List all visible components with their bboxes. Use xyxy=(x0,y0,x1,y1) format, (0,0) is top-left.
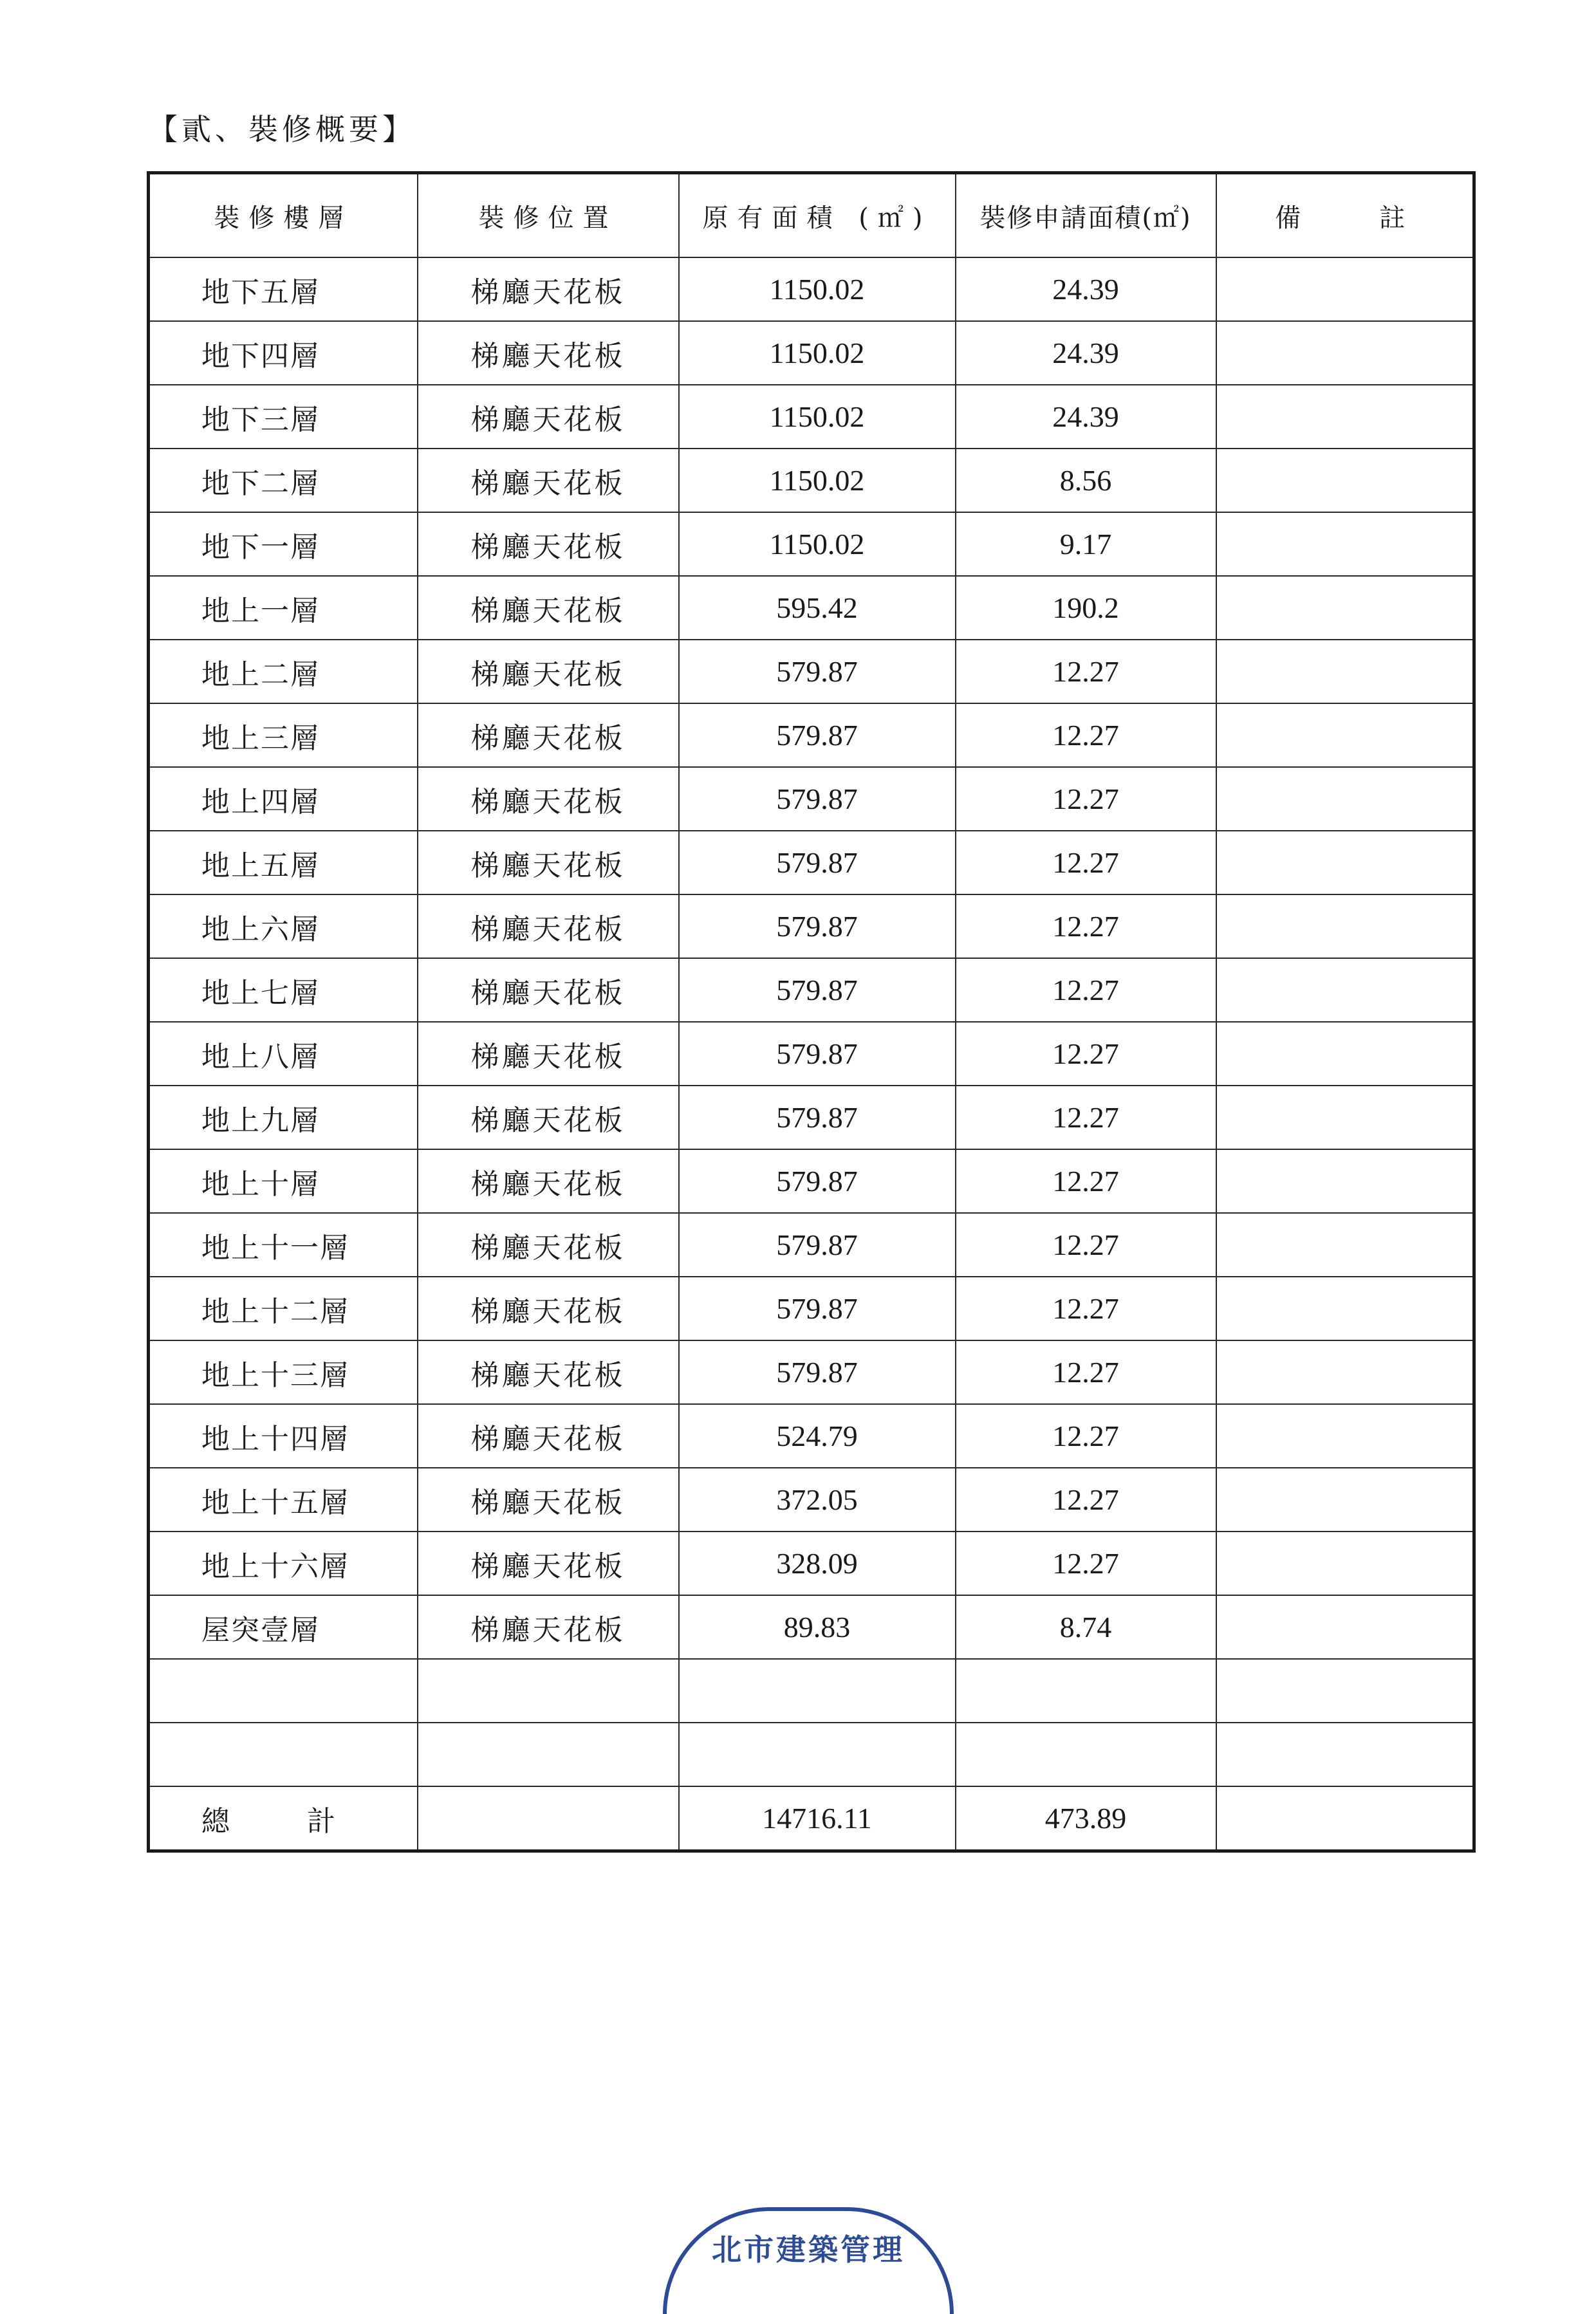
position-cell: 梯廳天花板 xyxy=(418,894,679,958)
section-heading: 【貳、裝修概要】 xyxy=(148,112,416,147)
position-cell: 梯廳天花板 xyxy=(418,703,679,767)
remarks-cell xyxy=(1216,449,1474,512)
original-area-cell: 579.87 xyxy=(679,703,956,767)
table-row xyxy=(149,894,1474,958)
header-floor: 裝修樓層 xyxy=(149,173,418,258)
applied-area-cell: 24.39 xyxy=(956,385,1216,449)
floor-cell: 地上三層 xyxy=(149,703,418,767)
position-cell: 梯廳天花板 xyxy=(418,1532,679,1595)
floor-cell: 地上十五層 xyxy=(149,1468,418,1532)
table-row xyxy=(149,1659,1474,1723)
table-row xyxy=(149,703,1474,767)
floor-cell xyxy=(149,1723,418,1786)
position-cell: 梯廳天花板 xyxy=(418,1340,679,1404)
table-row xyxy=(149,1213,1474,1277)
original-area-cell: 89.83 xyxy=(679,1595,956,1659)
original-area-cell: 1150.02 xyxy=(679,257,956,321)
position-cell: 梯廳天花板 xyxy=(418,767,679,831)
floor-cell xyxy=(149,1659,418,1723)
floor-cell: 地上七層 xyxy=(149,958,418,1022)
table-row xyxy=(149,1149,1474,1213)
floor-cell: 地上八層 xyxy=(149,1022,418,1086)
header-applied-area: 裝修申請面積(㎡) xyxy=(956,173,1216,258)
header-remarks: 備 註 xyxy=(1216,173,1474,258)
position-cell: 梯廳天花板 xyxy=(418,831,679,894)
floor-cell: 地上六層 xyxy=(149,894,418,958)
applied-area-cell xyxy=(956,1723,1216,1786)
position-cell: 梯廳天花板 xyxy=(418,1022,679,1086)
floor-cell: 地上十二層 xyxy=(149,1277,418,1340)
applied-area-cell: 12.27 xyxy=(956,1468,1216,1532)
position-cell: 梯廳天花板 xyxy=(418,1404,679,1468)
remarks-cell xyxy=(1216,1468,1474,1532)
seal-text: 北市建築管理 xyxy=(712,2232,905,2267)
original-area-cell xyxy=(679,1659,956,1723)
header-position: 裝修位置 xyxy=(418,173,679,258)
remarks-cell xyxy=(1216,640,1474,703)
position-cell: 梯廳天花板 xyxy=(418,1277,679,1340)
renovation-summary-table xyxy=(147,171,1476,1853)
remarks-cell xyxy=(1216,1022,1474,1086)
table-row xyxy=(149,640,1474,703)
floor-cell: 地下三層 xyxy=(149,385,418,449)
original-area-cell: 579.87 xyxy=(679,958,956,1022)
applied-area-cell: 12.27 xyxy=(956,1213,1216,1277)
floor-cell: 地上十一層 xyxy=(149,1213,418,1277)
position-cell: 梯廳天花板 xyxy=(418,576,679,640)
applied-area-cell: 8.74 xyxy=(956,1595,1216,1659)
position-cell: 梯廳天花板 xyxy=(418,257,679,321)
remarks-cell xyxy=(1216,1532,1474,1595)
applied-area-cell: 12.27 xyxy=(956,894,1216,958)
table-row xyxy=(149,831,1474,894)
floor-cell: 地下四層 xyxy=(149,321,418,385)
position-cell xyxy=(418,1659,679,1723)
table-row xyxy=(149,385,1474,449)
table-header-row xyxy=(149,173,1474,258)
table-row xyxy=(149,257,1474,321)
applied-area-cell: 24.39 xyxy=(956,257,1216,321)
original-area-cell: 1150.02 xyxy=(679,512,956,576)
remarks-cell xyxy=(1216,257,1474,321)
position-cell: 梯廳天花板 xyxy=(418,1595,679,1659)
table-row xyxy=(149,321,1474,385)
applied-area-cell: 12.27 xyxy=(956,767,1216,831)
floor-cell: 地上一層 xyxy=(149,576,418,640)
floor-cell: 地上九層 xyxy=(149,1086,418,1149)
floor-cell: 地下二層 xyxy=(149,449,418,512)
original-area-cell: 579.87 xyxy=(679,1022,956,1086)
original-area-cell: 328.09 xyxy=(679,1532,956,1595)
applied-area-cell: 12.27 xyxy=(956,958,1216,1022)
floor-cell: 地下五層 xyxy=(149,257,418,321)
position-cell: 梯廳天花板 xyxy=(418,449,679,512)
remarks-cell xyxy=(1216,1149,1474,1213)
applied-area-cell: 12.27 xyxy=(956,1532,1216,1595)
position-cell: 梯廳天花板 xyxy=(418,1468,679,1532)
floor-cell: 地下一層 xyxy=(149,512,418,576)
original-area-cell: 579.87 xyxy=(679,1149,956,1213)
table-row xyxy=(149,1086,1474,1149)
total-row xyxy=(149,1786,1474,1851)
floor-cell: 地上十六層 xyxy=(149,1532,418,1595)
remarks-cell xyxy=(1216,703,1474,767)
remarks-cell xyxy=(1216,767,1474,831)
original-area-cell: 579.87 xyxy=(679,1277,956,1340)
original-area-cell: 1150.02 xyxy=(679,385,956,449)
floor-cell: 地上二層 xyxy=(149,640,418,703)
original-area-cell: 579.87 xyxy=(679,831,956,894)
applied-area-cell: 12.27 xyxy=(956,640,1216,703)
position-cell: 梯廳天花板 xyxy=(418,640,679,703)
original-area-cell: 579.87 xyxy=(679,1213,956,1277)
floor-cell: 地上十層 xyxy=(149,1149,418,1213)
total-original-area: 14716.11 xyxy=(679,1786,956,1851)
original-area-cell: 524.79 xyxy=(679,1404,956,1468)
remarks-cell xyxy=(1216,1086,1474,1149)
table-body xyxy=(149,257,1474,1786)
floor-cell: 地上五層 xyxy=(149,831,418,894)
position-cell: 梯廳天花板 xyxy=(418,1149,679,1213)
applied-area-cell: 8.56 xyxy=(956,449,1216,512)
applied-area-cell xyxy=(956,1659,1216,1723)
total-position xyxy=(418,1786,679,1851)
remarks-cell xyxy=(1216,1404,1474,1468)
applied-area-cell: 9.17 xyxy=(956,512,1216,576)
remarks-cell xyxy=(1216,1277,1474,1340)
table-row xyxy=(149,512,1474,576)
original-area-cell: 595.42 xyxy=(679,576,956,640)
original-area-cell: 579.87 xyxy=(679,1340,956,1404)
original-area-cell: 1150.02 xyxy=(679,321,956,385)
applied-area-cell: 190.2 xyxy=(956,576,1216,640)
original-area-cell: 579.87 xyxy=(679,1086,956,1149)
remarks-cell xyxy=(1216,958,1474,1022)
original-area-cell: 579.87 xyxy=(679,767,956,831)
table-row xyxy=(149,1340,1474,1404)
position-cell: 梯廳天花板 xyxy=(418,385,679,449)
position-cell: 梯廳天花板 xyxy=(418,321,679,385)
remarks-cell xyxy=(1216,894,1474,958)
total-remarks xyxy=(1216,1786,1474,1851)
applied-area-cell: 12.27 xyxy=(956,1277,1216,1340)
position-cell: 梯廳天花板 xyxy=(418,958,679,1022)
floor-cell: 地上十四層 xyxy=(149,1404,418,1468)
table-row xyxy=(149,1723,1474,1786)
applied-area-cell: 12.27 xyxy=(956,1149,1216,1213)
table-row xyxy=(149,1404,1474,1468)
table-row xyxy=(149,767,1474,831)
position-cell: 梯廳天花板 xyxy=(418,512,679,576)
total-applied-area: 473.89 xyxy=(956,1786,1216,1851)
official-seal xyxy=(663,2207,954,2314)
header-original-area: 原有面積 (㎡) xyxy=(679,173,956,258)
remarks-cell xyxy=(1216,512,1474,576)
original-area-cell xyxy=(679,1723,956,1786)
table-row xyxy=(149,1022,1474,1086)
floor-cell: 地上十三層 xyxy=(149,1340,418,1404)
floor-cell: 屋突壹層 xyxy=(149,1595,418,1659)
applied-area-cell: 12.27 xyxy=(956,1404,1216,1468)
applied-area-cell: 24.39 xyxy=(956,321,1216,385)
table-row xyxy=(149,1532,1474,1595)
applied-area-cell: 12.27 xyxy=(956,1086,1216,1149)
position-cell: 梯廳天花板 xyxy=(418,1086,679,1149)
remarks-cell xyxy=(1216,1340,1474,1404)
applied-area-cell: 12.27 xyxy=(956,1022,1216,1086)
remarks-cell xyxy=(1216,321,1474,385)
original-area-cell: 1150.02 xyxy=(679,449,956,512)
remarks-cell xyxy=(1216,1659,1474,1723)
table-row xyxy=(149,1277,1474,1340)
remarks-cell xyxy=(1216,831,1474,894)
original-area-cell: 372.05 xyxy=(679,1468,956,1532)
remarks-cell xyxy=(1216,385,1474,449)
table-row xyxy=(149,1468,1474,1532)
position-cell: 梯廳天花板 xyxy=(418,1213,679,1277)
original-area-cell: 579.87 xyxy=(679,640,956,703)
total-label: 總計 xyxy=(149,1786,418,1851)
position-cell xyxy=(418,1723,679,1786)
remarks-cell xyxy=(1216,1213,1474,1277)
applied-area-cell: 12.27 xyxy=(956,831,1216,894)
floor-cell: 地上四層 xyxy=(149,767,418,831)
table-row xyxy=(149,1595,1474,1659)
remarks-cell xyxy=(1216,576,1474,640)
applied-area-cell: 12.27 xyxy=(956,703,1216,767)
original-area-cell: 579.87 xyxy=(679,894,956,958)
remarks-cell xyxy=(1216,1595,1474,1659)
table-row xyxy=(149,958,1474,1022)
applied-area-cell: 12.27 xyxy=(956,1340,1216,1404)
table-row xyxy=(149,449,1474,512)
table-row xyxy=(149,576,1474,640)
remarks-cell xyxy=(1216,1723,1474,1786)
